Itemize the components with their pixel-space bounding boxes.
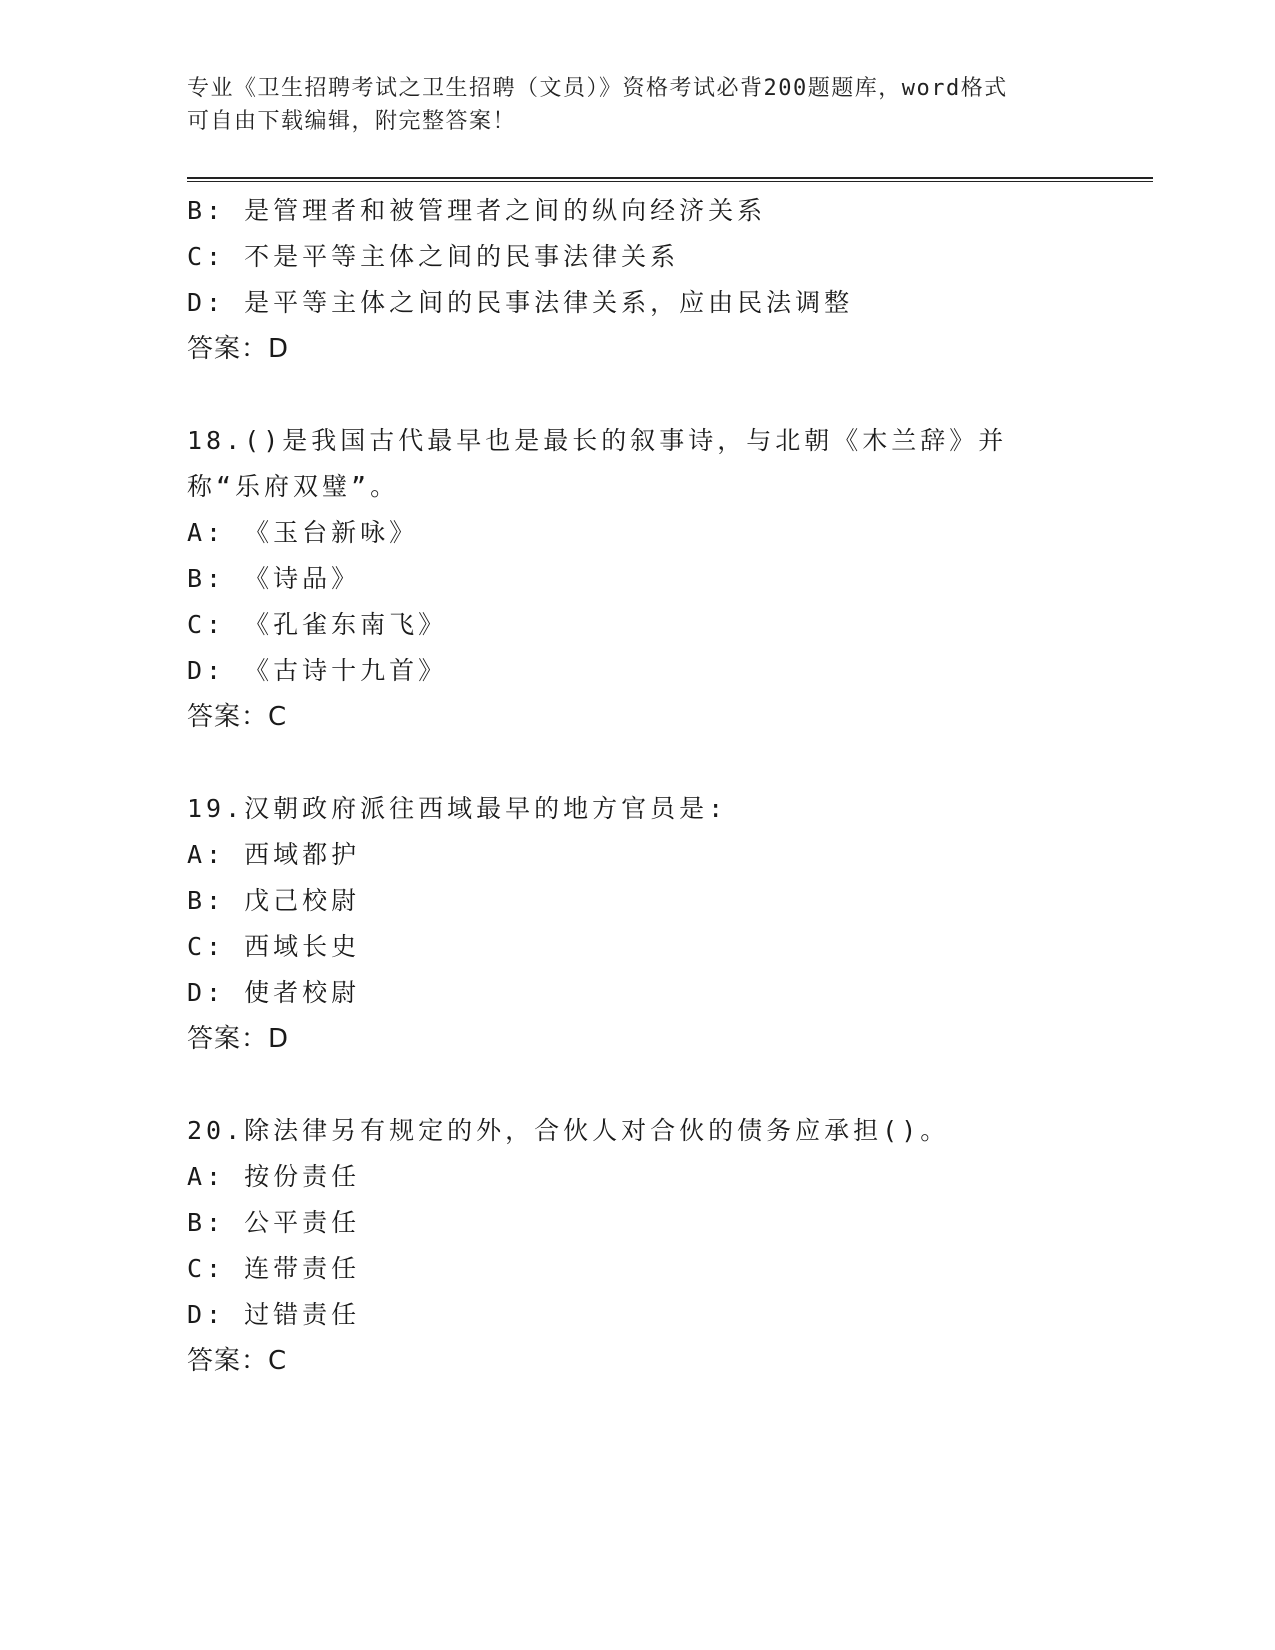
option-b: B: 公平责任 bbox=[187, 1208, 361, 1237]
option-a: A: 西域都护 bbox=[187, 840, 361, 869]
question-20 bbox=[187, 1108, 1087, 1384]
option-c: C: 不是平等主体之间的民事法律关系 bbox=[187, 242, 680, 271]
answer-line: 答案：D bbox=[187, 1024, 290, 1054]
option-c: C: 西域长史 bbox=[187, 932, 361, 961]
option-d: D: 是平等主体之间的民事法律关系，应由民法调整 bbox=[187, 288, 854, 317]
option-a: A: 按份责任 bbox=[187, 1162, 361, 1191]
spacer bbox=[187, 740, 1087, 786]
header-line-1: 专业《卫生招聘考试之卫生招聘（文员）》资格考试必背200题题库，word格式 bbox=[187, 76, 1008, 101]
question-text: 20.除法律另有规定的外，合伙人对合伙的债务应承担()。 bbox=[187, 1116, 950, 1145]
option-a: A: 《玉台新咏》 bbox=[187, 518, 419, 547]
spacer bbox=[187, 372, 1087, 418]
option-d: D: 过错责任 bbox=[187, 1300, 361, 1329]
answer-line: 答案：D bbox=[187, 334, 290, 364]
header-divider bbox=[187, 177, 1153, 182]
document-header bbox=[187, 72, 1067, 138]
option-b: B: 戊己校尉 bbox=[187, 886, 361, 915]
option-c: C: 连带责任 bbox=[187, 1254, 361, 1283]
question-17-continued bbox=[187, 188, 1087, 372]
answer-line: 答案：C bbox=[187, 1346, 288, 1376]
option-d: D: 《古诗十九首》 bbox=[187, 656, 448, 685]
option-b: B: 是管理者和被管理者之间的纵向经济关系 bbox=[187, 196, 767, 225]
option-d: D: 使者校尉 bbox=[187, 978, 361, 1007]
option-c: C: 《孔雀东南飞》 bbox=[187, 610, 448, 639]
option-b: B: 《诗品》 bbox=[187, 564, 361, 593]
spacer bbox=[187, 1062, 1087, 1108]
question-18 bbox=[187, 418, 1087, 740]
question-text: 18.()是我国古代最早也是最长的叙事诗，与北朝《木兰辞》并称“乐府双璧”。 bbox=[187, 426, 1008, 501]
header-line-2: 可自由下载编辑，附完整答案！ bbox=[187, 109, 517, 134]
question-19 bbox=[187, 786, 1087, 1062]
answer-line: 答案：C bbox=[187, 702, 288, 732]
question-text: 19.汉朝政府派往西域最早的地方官员是: bbox=[187, 794, 728, 823]
question-list bbox=[187, 188, 1087, 1384]
